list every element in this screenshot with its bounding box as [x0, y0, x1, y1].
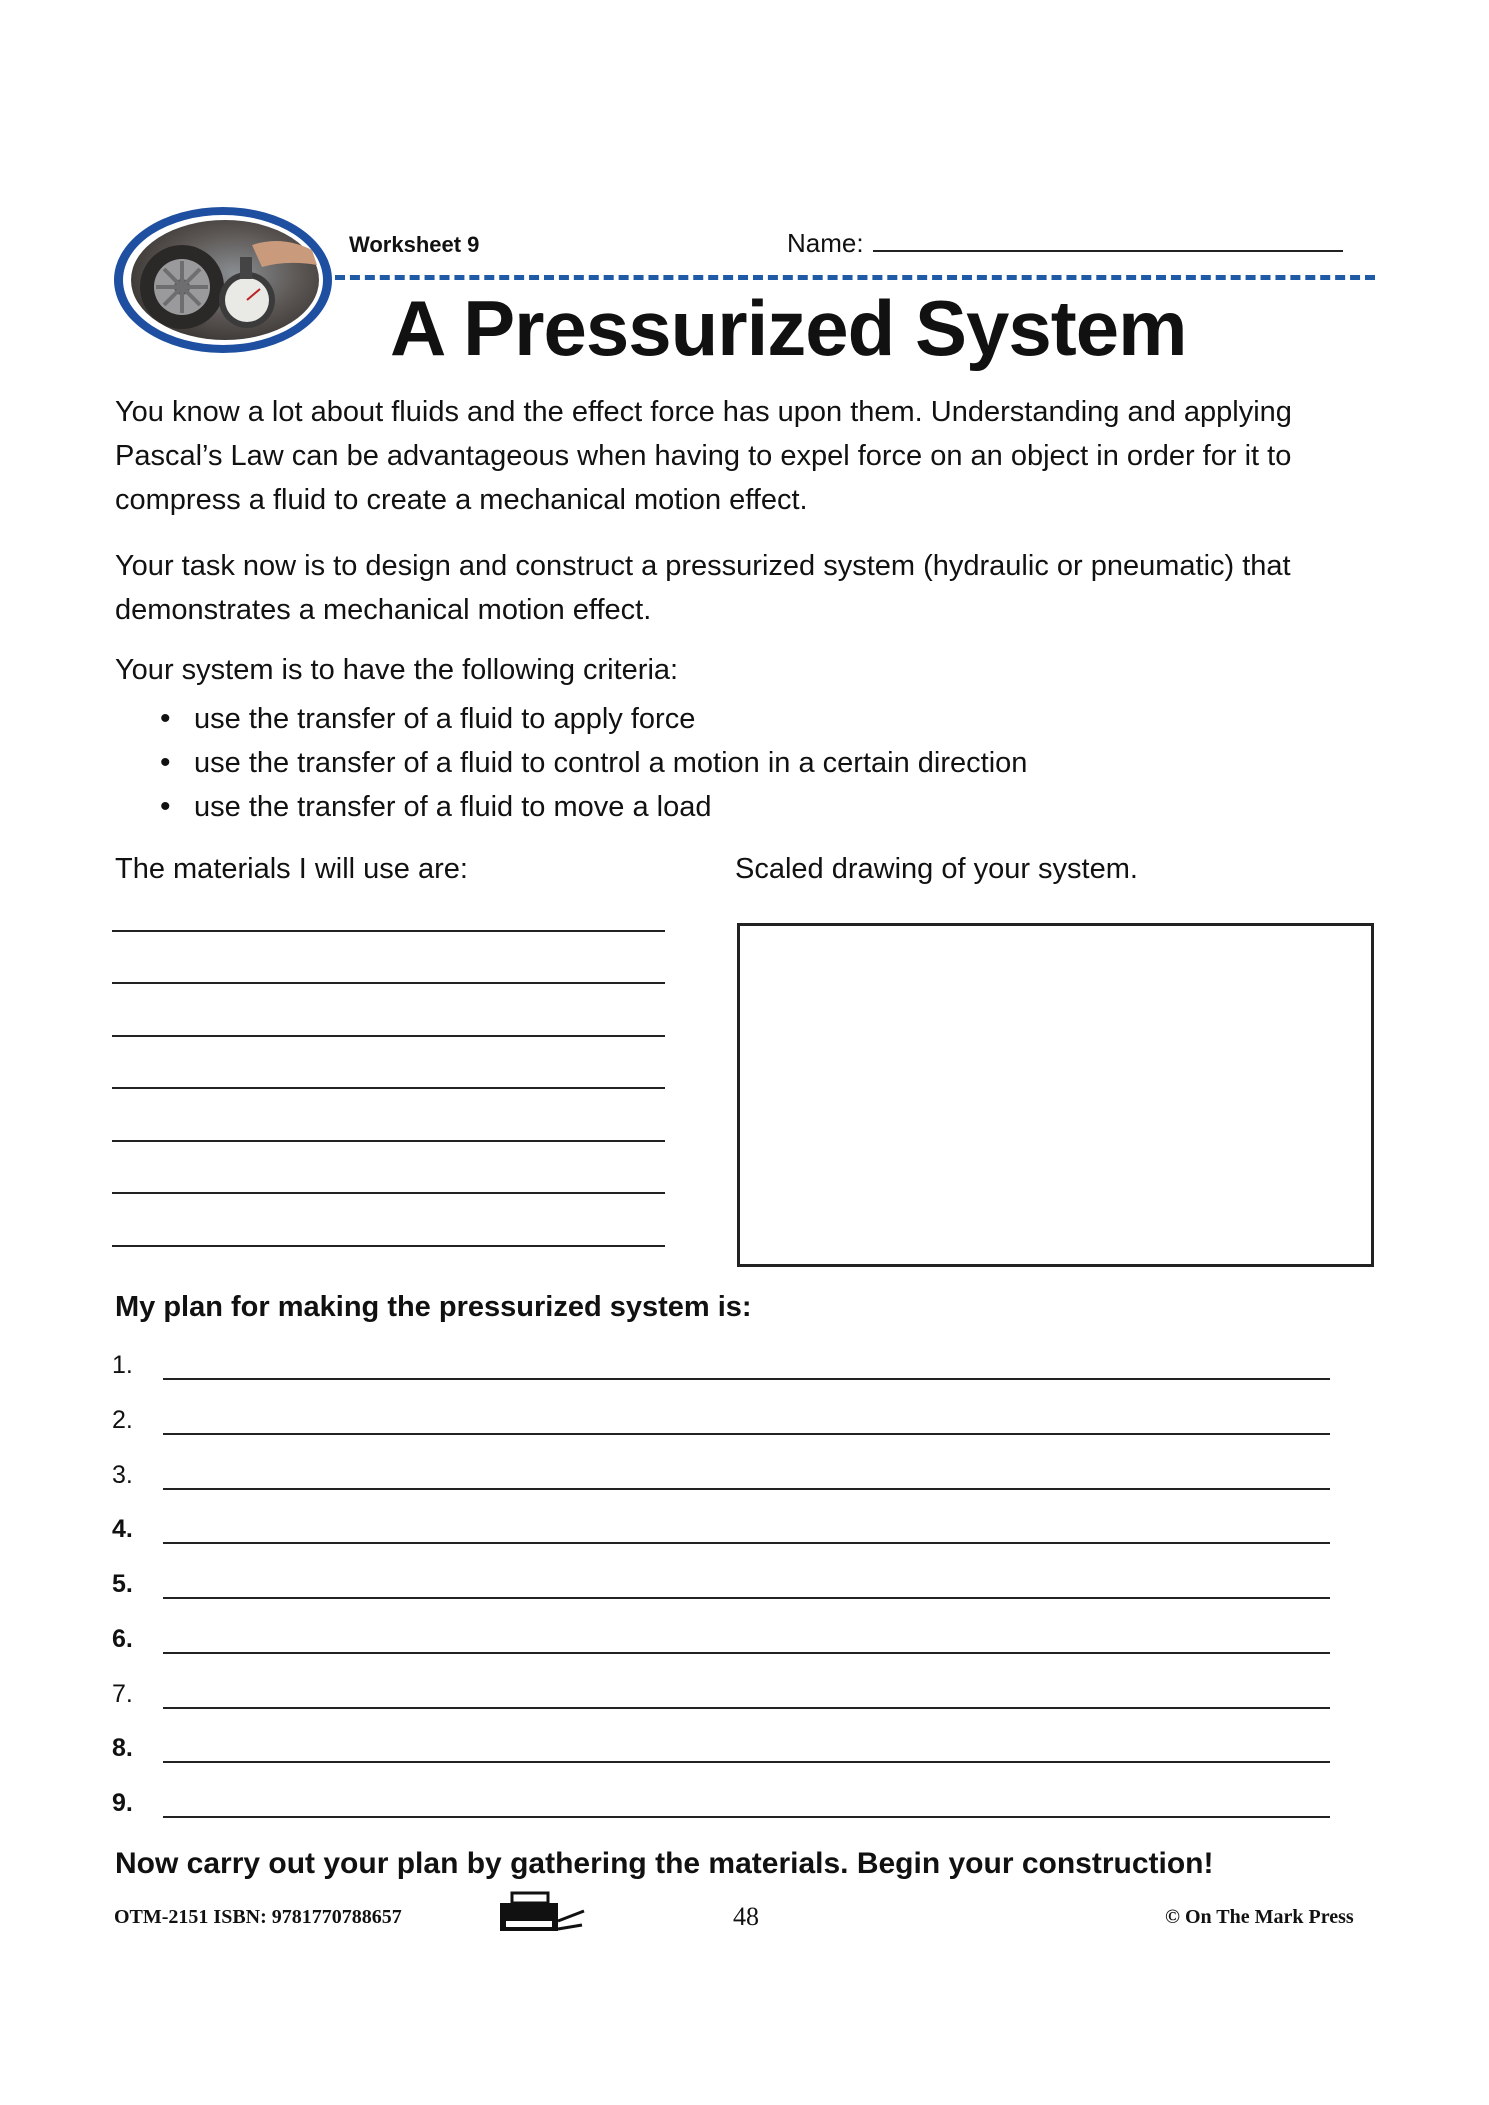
plan-step-number: 4.	[112, 1515, 133, 1543]
plan-step-row[interactable]	[112, 1778, 1330, 1818]
plan-step-line[interactable]	[163, 1542, 1330, 1544]
plan-step-line[interactable]	[163, 1597, 1330, 1599]
plan-step-number: 7.	[112, 1680, 133, 1708]
plan-step-row[interactable]	[112, 1395, 1330, 1435]
plan-step-line[interactable]	[163, 1378, 1330, 1380]
page-number: 48	[733, 1902, 759, 1931]
materials-line[interactable]	[112, 1035, 665, 1037]
criteria-list	[160, 697, 1027, 829]
plan-step-row[interactable]	[112, 1450, 1330, 1490]
plan-step-row[interactable]	[112, 1614, 1330, 1654]
plan-step-number: 1.	[112, 1351, 133, 1379]
materials-line[interactable]	[112, 1192, 665, 1194]
plan-step-line[interactable]	[163, 1761, 1330, 1763]
plan-label: My plan for making the pressurized system is:	[115, 1291, 752, 1323]
header-dashed-rule	[335, 275, 1375, 280]
printer-icon	[498, 1891, 588, 1935]
criteria-item: • use the transfer of a fluid to apply force	[160, 697, 1027, 741]
plan-step-number: 9.	[112, 1789, 133, 1817]
materials-line[interactable]	[112, 1140, 665, 1142]
page-title: A Pressurized System	[390, 284, 1187, 372]
plan-step-line[interactable]	[163, 1707, 1330, 1709]
materials-line[interactable]	[112, 1087, 665, 1089]
copyright: © On The Mark Press	[1165, 1906, 1354, 1928]
plan-step-number: 3.	[112, 1461, 133, 1489]
criteria-item: • use the transfer of a fluid to control a motion in a certain direction	[160, 741, 1027, 785]
drawing-box[interactable]	[737, 923, 1374, 1267]
plan-step-row[interactable]	[112, 1669, 1330, 1709]
plan-step-number: 6.	[112, 1625, 133, 1653]
materials-line[interactable]	[112, 1245, 665, 1247]
criteria-item: • use the transfer of a fluid to move a load	[160, 785, 1027, 829]
plan-step-row[interactable]	[112, 1504, 1330, 1544]
drawing-label: Scaled drawing of your system.	[735, 853, 1138, 885]
tire-gauge-logo	[112, 205, 334, 355]
closing-instruction: Now carry out your plan by gathering the materials. Begin your construction!	[115, 1847, 1214, 1880]
plan-step-number: 5.	[112, 1570, 133, 1598]
plan-step-number: 8.	[112, 1734, 133, 1762]
intro-paragraph-2: Your task now is to design and construct a pressurized system (hydraulic or pneumatic) that demonstrates a mechanical motion effect.	[115, 550, 1291, 626]
plan-step-line[interactable]	[163, 1433, 1330, 1435]
criteria-intro: Your system is to have the following criteria:	[115, 654, 679, 686]
plan-step-number: 2.	[112, 1406, 133, 1434]
plan-step-line[interactable]	[163, 1816, 1330, 1818]
footer-code: OTM-2151 ISBN: 9781770788657	[114, 1906, 402, 1928]
plan-step-row[interactable]	[112, 1340, 1330, 1380]
plan-step-line[interactable]	[163, 1488, 1330, 1490]
plan-step-row[interactable]	[112, 1559, 1330, 1599]
materials-line[interactable]	[112, 930, 665, 932]
name-field-line[interactable]	[873, 250, 1343, 252]
materials-line[interactable]	[112, 982, 665, 984]
plan-step-row[interactable]	[112, 1723, 1330, 1763]
intro-paragraph-1: You know a lot about fluids and the effect force has upon them. Understanding and applying Pascal’s Law can be advantageous when having to expel force on an object in order for it to compress a fluid to create a mechanical motion effect.	[115, 396, 1292, 516]
name-label: Name:	[787, 228, 864, 258]
plan-step-line[interactable]	[163, 1652, 1330, 1654]
worksheet-label: Worksheet 9	[349, 232, 480, 257]
materials-label: The materials I will use are:	[115, 853, 468, 885]
